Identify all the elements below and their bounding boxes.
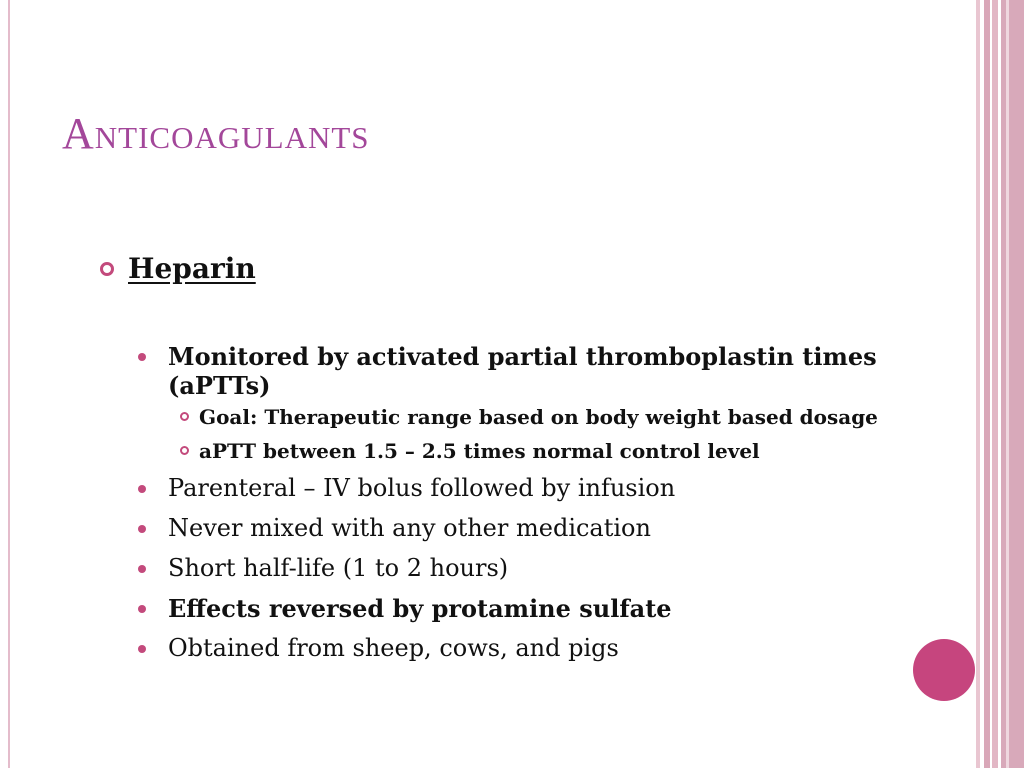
decorative-stripe	[992, 0, 998, 768]
dot-bullet-icon	[138, 605, 146, 613]
decorative-stripe	[1006, 0, 1009, 768]
decorative-stripe	[1001, 0, 1024, 768]
list-item	[138, 634, 928, 663]
ring-bullet-icon	[180, 412, 189, 421]
list-item	[138, 514, 928, 543]
decorative-stripe	[984, 0, 990, 768]
sub-list-item-text: Goal: Therapeutic range based on body weight based dosage	[199, 405, 878, 429]
sub-list-item-text: aPTT between 1.5 – 2.5 times normal control level	[199, 439, 760, 463]
ring-bullet-icon	[180, 446, 189, 455]
list-item	[138, 554, 928, 583]
list-item-text: Obtained from sheep, cows, and pigs	[168, 634, 619, 662]
list-item-text: Parenteral – IV bolus followed by infusion	[168, 474, 676, 502]
list-item-text: Monitored by activated partial thromboplastin times (aPTTs)	[168, 342, 877, 400]
dot-bullet-icon	[138, 485, 146, 493]
dot-bullet-icon	[138, 353, 146, 361]
list-item-text: Never mixed with any other medication	[168, 514, 651, 542]
slide-title: Anticoagulants	[62, 109, 370, 158]
sub-list-item	[180, 404, 928, 430]
bullet-list	[138, 342, 928, 663]
decorative-circle	[913, 639, 975, 701]
list-item-text: Effects reversed by protamine sulfate	[168, 594, 672, 623]
decorative-stripe	[976, 0, 980, 768]
heading-heparin: Heparin	[128, 252, 256, 285]
dot-bullet-icon	[138, 645, 146, 653]
list-item-text: Short half-life (1 to 2 hours)	[168, 554, 509, 582]
list-item	[138, 594, 928, 623]
heading-bullet	[100, 252, 256, 285]
list-item	[138, 342, 928, 400]
ring-bullet-icon	[100, 262, 114, 276]
sub-list-item	[180, 438, 928, 464]
left-border-line	[8, 0, 10, 768]
dot-bullet-icon	[138, 565, 146, 573]
dot-bullet-icon	[138, 525, 146, 533]
list-item	[138, 474, 928, 503]
